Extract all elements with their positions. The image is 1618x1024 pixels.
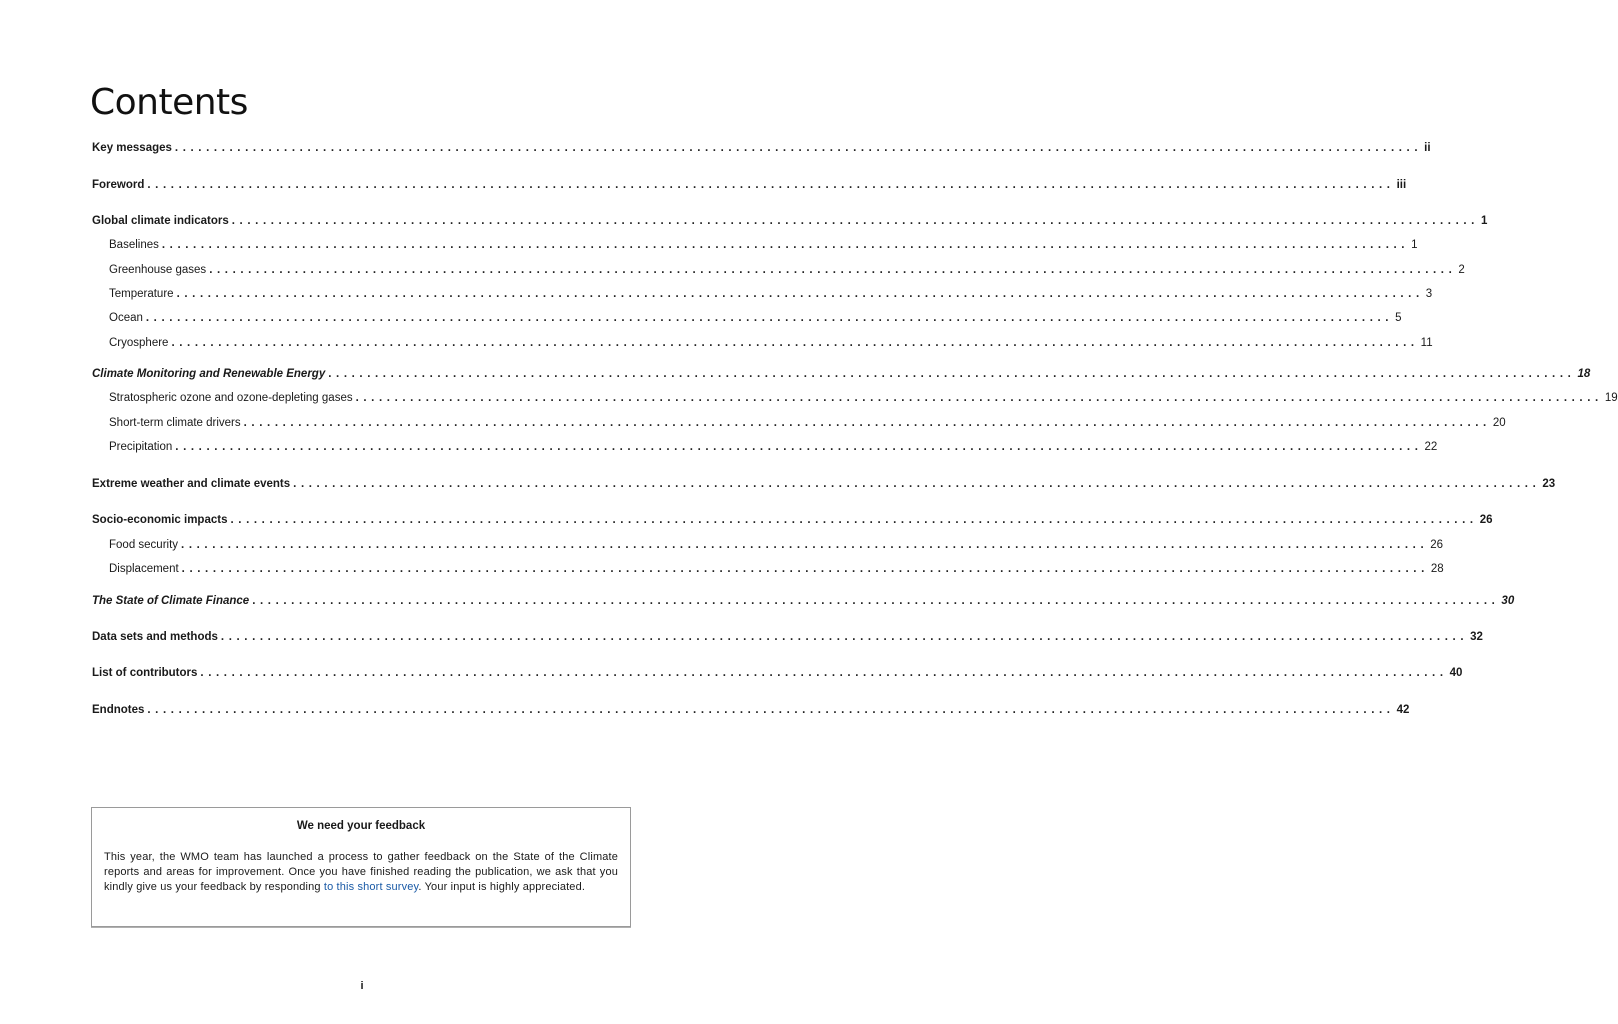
toc-entry-page: 26	[1479, 514, 1493, 526]
toc-entry[interactable]	[92, 512, 1493, 528]
toc-entry[interactable]	[109, 310, 1402, 326]
toc-entry-page: 40	[1449, 667, 1463, 679]
toc-entry[interactable]	[92, 177, 1407, 193]
toc-entry[interactable]	[109, 439, 1438, 455]
toc-entry[interactable]	[109, 415, 1506, 431]
toc-entry-label: Displacement	[109, 563, 179, 575]
toc-leader-dots: ................................................................................................................................................................	[209, 264, 1457, 276]
toc-leader-dots: ................................................................................................................................................................	[145, 312, 1394, 324]
toc-leader-dots: ................................................................................................................................................................	[231, 215, 1479, 227]
toc-entry[interactable]	[92, 476, 1556, 492]
toc-entry-page: 2	[1458, 264, 1465, 276]
toc-leader-dots: ................................................................................................................................................................	[175, 441, 1423, 453]
toc-entry-label: Key messages	[92, 142, 172, 154]
toc-entry-page: 22	[1424, 441, 1438, 453]
toc-entry[interactable]	[109, 237, 1418, 253]
toc-entry-label: Precipitation	[109, 441, 173, 453]
feedback-text-before: This year, the WMO team has launched a process to gather feedback on the State of the Climate reports and areas for improvement. Once you have finished reading the publication, we ask that you kindly give us your feedback by responding	[104, 851, 618, 893]
toc-leader-dots: ................................................................................................................................................................	[171, 337, 1419, 349]
toc-entry[interactable]	[92, 366, 1591, 382]
toc-leader-dots: ................................................................................................................................................................	[243, 417, 1491, 429]
feedback-body	[104, 850, 618, 895]
toc-leader-dots: ................................................................................................................................................................	[293, 478, 1541, 490]
toc-entry-page: 28	[1430, 563, 1444, 575]
toc-leader-dots: ................................................................................................................................................................	[181, 563, 1429, 575]
toc-entry[interactable]	[109, 262, 1465, 278]
toc-leader-dots: ................................................................................................................................................................	[230, 514, 1478, 526]
toc-entry-label: Stratospheric ozone and ozone-depleting gases	[109, 392, 353, 404]
feedback-text-after: . Your input is highly appreciated.	[418, 881, 586, 893]
toc-leader-dots: ................................................................................................................................................................	[147, 704, 1395, 716]
toc-entry-page: 1	[1411, 239, 1418, 251]
toc-entry-label: Baselines	[109, 239, 159, 251]
toc-entry-label: Endnotes	[92, 704, 145, 716]
toc-entry[interactable]	[109, 286, 1433, 302]
toc-entry[interactable]	[109, 335, 1433, 351]
toc-entry-page: 30	[1501, 595, 1515, 607]
toc-entry-label: Ocean	[109, 312, 143, 324]
toc-entry[interactable]	[109, 390, 1618, 406]
toc-leader-dots: ................................................................................................................................................................	[200, 667, 1448, 679]
feedback-title: We need your feedback	[296, 820, 426, 832]
toc-entry[interactable]	[92, 629, 1483, 645]
toc-leader-dots: ................................................................................................................................................................	[355, 392, 1603, 404]
toc-entry-page: 32	[1470, 631, 1483, 643]
toc-entry-page: 26	[1430, 539, 1444, 551]
page-number: i	[360, 980, 364, 992]
toc-entry-page: 42	[1396, 704, 1410, 716]
toc-entry-label: Climate Monitoring and Renewable Energy	[92, 368, 326, 380]
toc-entry[interactable]	[109, 561, 1444, 577]
toc-entry-label: Short-term climate drivers	[109, 417, 241, 429]
toc-entry-page: ii	[1424, 142, 1431, 154]
toc-entry-page: iii	[1396, 179, 1407, 191]
toc-entry-label: Global climate indicators	[92, 215, 229, 227]
toc-entry-page: 5	[1395, 312, 1402, 324]
toc-entry-label: Data sets and methods	[92, 631, 218, 643]
toc-entry-label: The State of Climate Finance	[92, 595, 250, 607]
survey-link[interactable]: to this short survey	[323, 881, 419, 893]
toc-entry-label: Temperature	[109, 288, 174, 300]
toc-entry-label: Foreword	[92, 179, 145, 191]
toc-entry-page: 18	[1577, 368, 1591, 380]
toc-leader-dots: ................................................................................................................................................................	[161, 239, 1410, 251]
toc-entry[interactable]	[109, 537, 1444, 553]
toc-leader-dots: ................................................................................................................................................................	[220, 631, 1469, 643]
toc-leader-dots: ................................................................................................................................................................	[328, 368, 1576, 380]
toc-leader-dots: ................................................................................................................................................................	[181, 539, 1429, 551]
feedback-box	[91, 807, 631, 927]
toc-entry-page: 19	[1604, 392, 1618, 404]
toc-entry[interactable]	[92, 665, 1463, 681]
toc-entry-label: List of contributors	[92, 667, 198, 679]
toc-entry-label: Cryosphere	[109, 337, 169, 349]
toc-entry[interactable]	[92, 140, 1431, 156]
toc-entry-page: 20	[1492, 417, 1506, 429]
toc-entry-page: 3	[1425, 288, 1433, 300]
toc-entry[interactable]	[92, 702, 1410, 718]
toc-entry-page: 23	[1542, 478, 1556, 490]
toc-entry-label: Greenhouse gases	[109, 264, 207, 276]
toc-entry-page: 11	[1420, 337, 1433, 349]
toc-entry-page: 1	[1480, 215, 1488, 227]
toc-leader-dots: ................................................................................................................................................................	[174, 142, 1423, 154]
toc-entry-label: Extreme weather and climate events	[92, 478, 291, 490]
toc-entry-label: Socio-economic impacts	[92, 514, 228, 526]
toc-leader-dots: ................................................................................................................................................................	[147, 179, 1395, 191]
page-title: Contents	[90, 82, 248, 123]
toc-entry[interactable]	[92, 213, 1488, 229]
toc-leader-dots: ................................................................................................................................................................	[252, 595, 1500, 607]
toc-leader-dots: ................................................................................................................................................................	[176, 288, 1424, 300]
toc-entry[interactable]	[92, 593, 1515, 609]
toc-entry-label: Food security	[109, 539, 179, 551]
